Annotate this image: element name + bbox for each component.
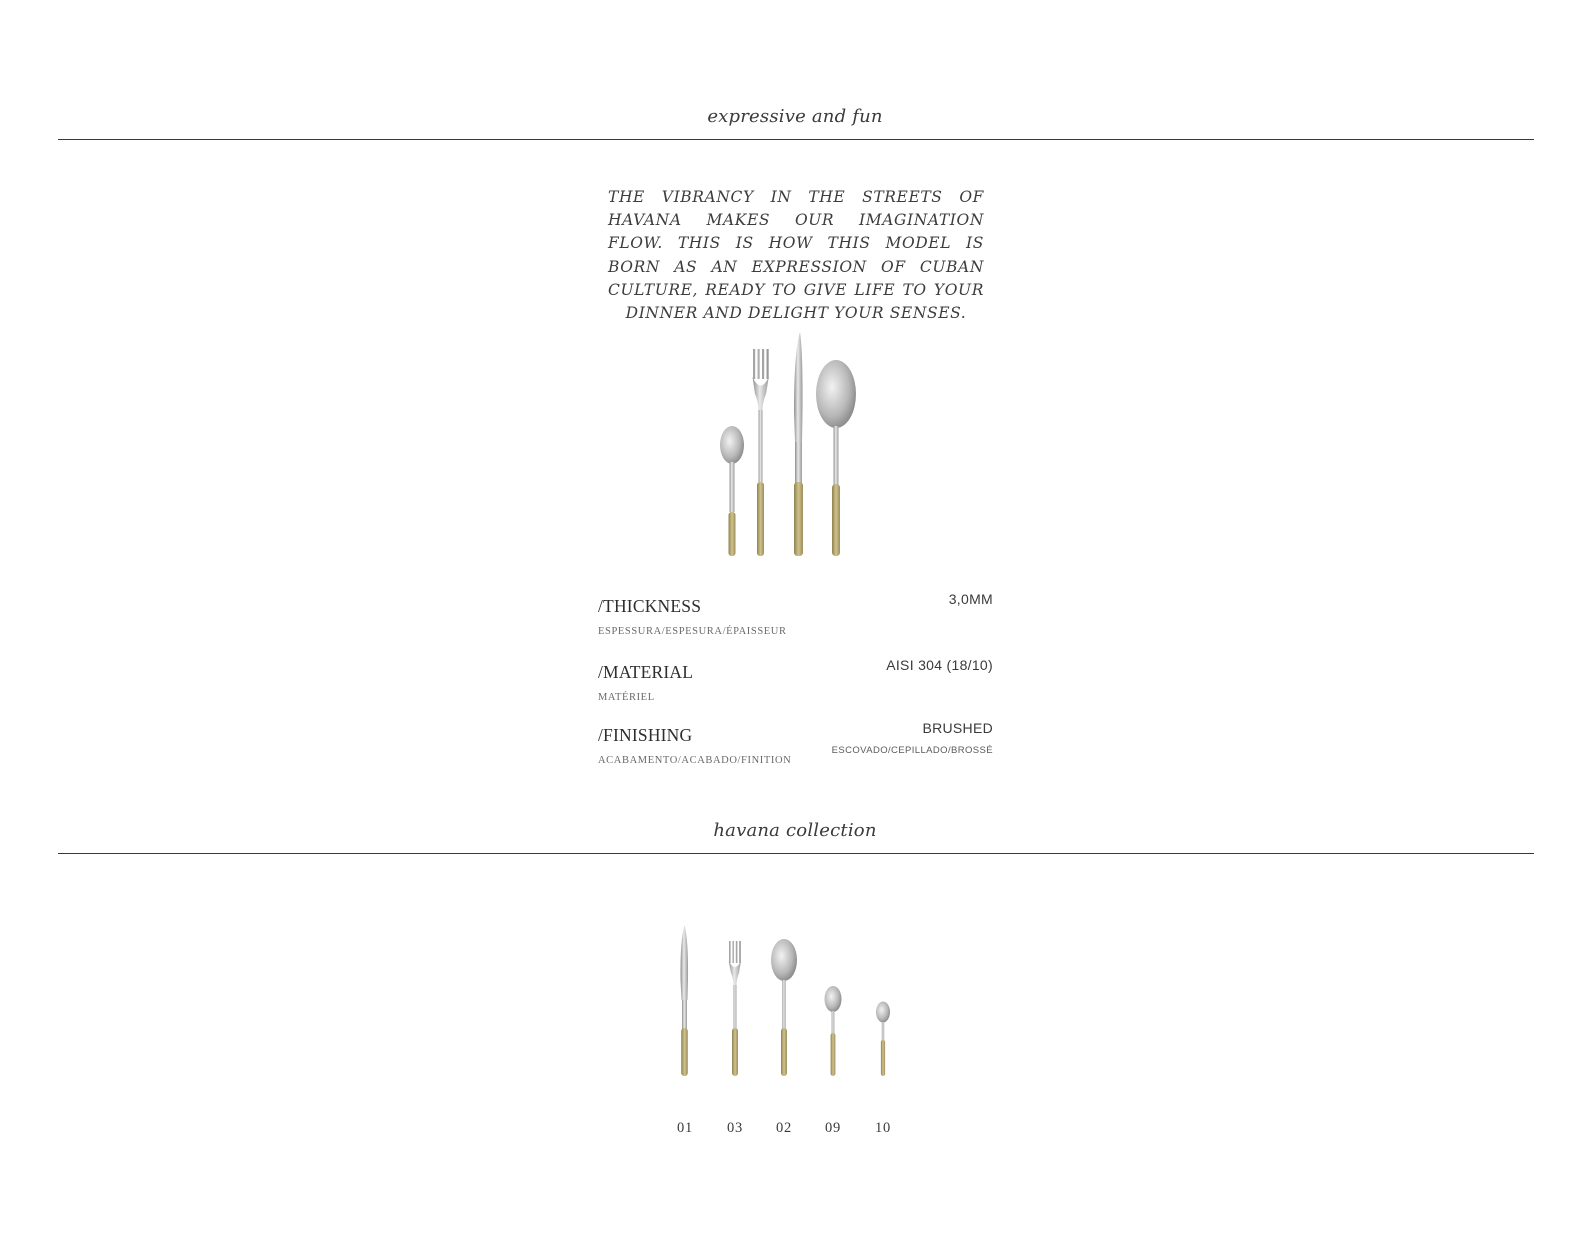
knife-icon <box>794 332 803 556</box>
item-code: 10 <box>874 1120 892 1136</box>
cutlery-set-image <box>720 332 880 568</box>
intro-paragraph: THE VIBRANCY IN THE STREETS OF HAVANA MAKES OUR IMAGINATION FLOW. THIS IS HOW THIS MODEL IS BORN AS AN EXPRESSION OF CUBAN CULTURE, READY TO GIVE LIFE TO YOUR DINNER AND DELIGHT YOUR SENSES. <box>608 188 984 323</box>
divider-collection <box>58 853 1534 854</box>
spec-finishing-value-sub: ESCOVADO/CEPILLADO/BROSSÉ <box>831 745 993 756</box>
spoon-icon <box>771 939 797 1076</box>
spec-finishing-label: /FINISHING <box>598 725 693 745</box>
item-code: 02 <box>775 1120 793 1136</box>
section-title-top: expressive and fun <box>707 106 883 127</box>
item-code: 01 <box>676 1120 694 1136</box>
spec-thickness <box>598 591 993 646</box>
fork-icon <box>753 349 769 556</box>
spec-thickness-label: /THICKNESS <box>598 596 702 616</box>
spec-finishing-value: BRUSHED <box>922 720 993 736</box>
fork-icon <box>729 941 741 1076</box>
knife-icon <box>680 925 688 1076</box>
spec-material-value: AISI 304 (18/10) <box>886 657 993 673</box>
spec-material <box>598 657 993 712</box>
teaspoon-icon <box>825 986 842 1076</box>
spec-thickness-value: 3,0MM <box>948 591 993 607</box>
collection-codes <box>0 1120 1590 1140</box>
divider-top <box>58 139 1534 140</box>
collection-pieces-image <box>670 925 930 1085</box>
spec-finishing <box>598 720 993 775</box>
spoon-icon <box>816 360 856 556</box>
section-title-collection: havana collection <box>713 820 877 841</box>
item-code: 03 <box>726 1120 744 1136</box>
spec-finishing-sub: ACABAMENTO/ACABADO/FINITION <box>598 755 792 766</box>
spec-material-sub: MATÉRIEL <box>598 692 655 703</box>
item-code: 09 <box>824 1120 842 1136</box>
teaspoon-icon <box>720 426 744 556</box>
spec-material-label: /MATERIAL <box>598 662 694 682</box>
spec-thickness-sub: ESPESSURA/ESPESURA/ÉPAISSEUR <box>598 626 787 637</box>
coffee-spoon-icon <box>876 1002 890 1077</box>
